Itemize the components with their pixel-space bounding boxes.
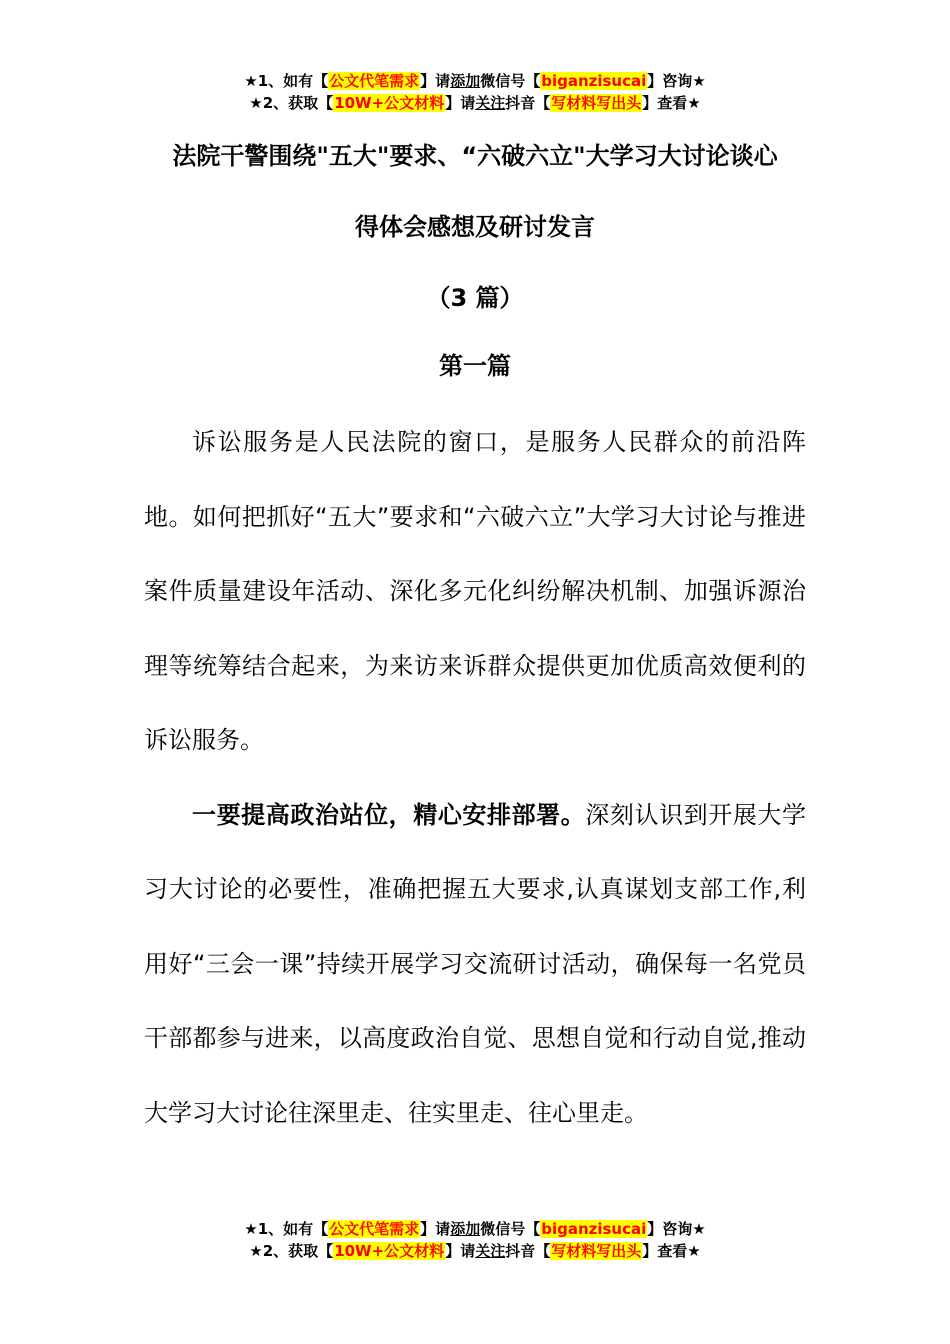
paragraph-2: [144, 778, 806, 1151]
banner-line-1: ★1、如有【公文代笔需求】请添加微信号【biganzisucai】咨询★: [244, 1220, 706, 1238]
highlight-ghostwriting: 公文代笔需求: [329, 72, 420, 90]
highlight-douyin: 写材料写出头: [551, 1242, 642, 1260]
banner-line-2: ★2、获取【10W+公文材料】请关注抖音【写材料写出头】查看★: [249, 94, 701, 112]
footer-banner: [0, 1218, 950, 1262]
document-title-line-1: 法院干警围绕"五大"要求、“六破六立"大学习大讨论谈心: [172, 142, 778, 170]
highlight-materials: 10W+公文材料: [334, 1242, 445, 1260]
body-text: [144, 405, 806, 1150]
paragraph-1: 诉讼服务是人民法院的窗口，是服务人民群众的前沿阵地。如何把抓好“五大”要求和“六破六立”大学习大讨论与推进案件质量建设年活动、深化多元化纠纷解决机制、加强诉源治理等统筹结合起来，为来访来诉群众提供更加优质高效便利的诉讼服务。: [144, 428, 806, 754]
highlight-wechat-id: biganzisucai: [541, 72, 647, 90]
document-title-line-2: 得体会感想及研讨发言: [355, 213, 595, 241]
highlight-douyin: 写材料写出头: [551, 94, 642, 112]
paragraph-2-heading: 一要提高政治站位，精心安排部署。: [192, 800, 586, 829]
article-count: （3 篇）: [426, 284, 524, 312]
banner-line-1: ★1、如有【公文代笔需求】请添加微信号【biganzisucai】咨询★: [244, 72, 706, 90]
highlight-ghostwriting: 公文代笔需求: [329, 1220, 420, 1238]
banner-line-2: ★2、获取【10W+公文材料】请关注抖音【写材料写出头】查看★: [249, 1242, 701, 1260]
header-banner: [0, 70, 950, 114]
paragraph-2-text: 深刻认识到开展大学习大讨论的必要性，准确把握五大要求,认真谋划支部工作,利用好“三会一课”持续开展学习交流研讨活动，确保每一名党员干部都参与进来，以高度政治自觉、思想自觉和行动自觉,推动大学习大讨论往深里走、往实里走、往心里走。: [144, 800, 807, 1127]
section-heading: 第一篇: [439, 352, 511, 380]
highlight-materials: 10W+公文材料: [334, 94, 445, 112]
highlight-wechat-id: biganzisucai: [541, 1220, 647, 1238]
